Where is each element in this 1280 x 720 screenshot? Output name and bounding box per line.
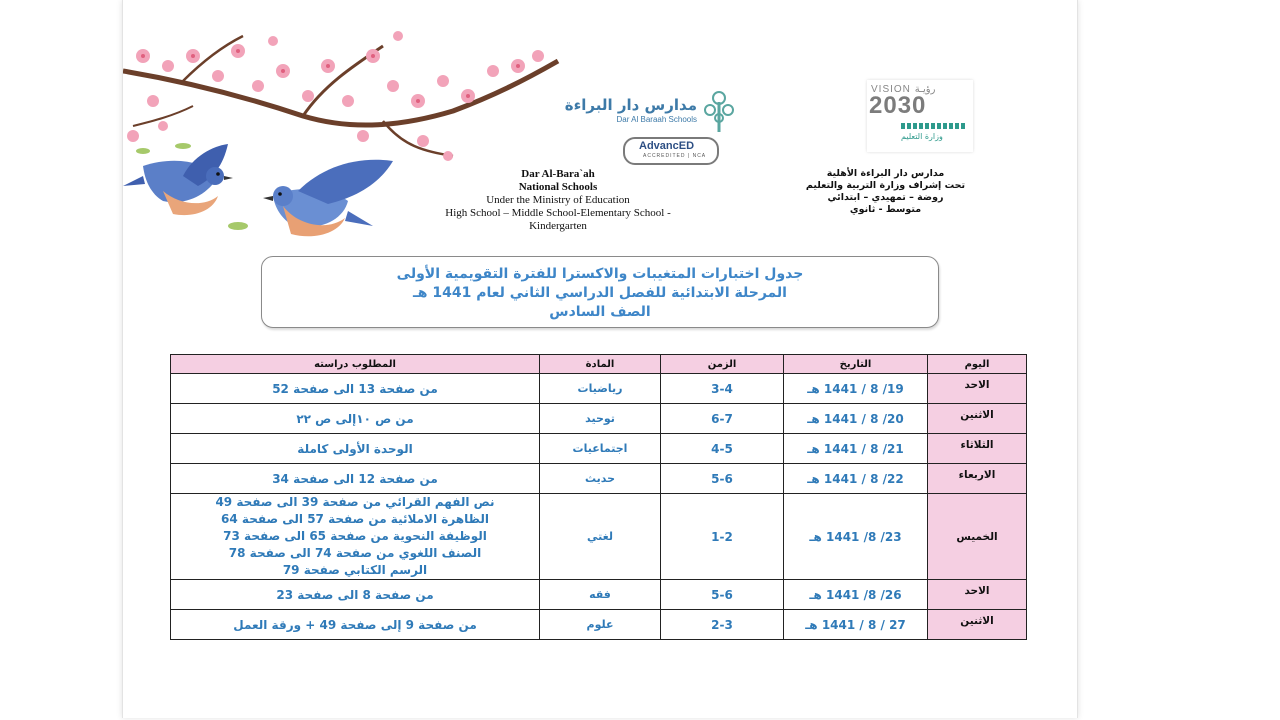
logo-school-name-en: Dar Al Baraah Schools xyxy=(616,115,697,124)
row-content: من صفحة 12 الى صفحة 34 xyxy=(171,464,540,494)
ar-line-1: مدارس دار البراءة الأهلية xyxy=(826,168,945,179)
accreditation-label: AdvancED xyxy=(639,140,695,152)
ar-line-3: روضة – تمهيدي – ابتدائي xyxy=(827,192,944,203)
header-day: اليوم xyxy=(928,355,1027,374)
tree-logo-icon xyxy=(701,88,737,132)
en-line-1: Dar Al-Bara`ah xyxy=(521,168,595,180)
school-logo xyxy=(564,88,739,132)
row-time: 3-4 xyxy=(661,374,784,404)
row-time: 2-3 xyxy=(661,610,784,640)
row-time: 1-2 xyxy=(661,494,784,580)
en-line-4: High School – Middle School-Elementary School - xyxy=(445,207,671,219)
row-subject: علوم xyxy=(540,610,661,640)
row-time: 6-7 xyxy=(661,404,784,434)
row-day: الاثنين xyxy=(928,610,1027,640)
content-line: الصنف اللغوي من صفحة 74 الى صفحة 78 xyxy=(228,546,482,560)
vision-2030-logo xyxy=(867,80,973,152)
header-subject: المادة xyxy=(540,355,661,374)
row-day: الثلاثاء xyxy=(928,434,1027,464)
content-line: الظاهرة الاملائية من صفحة 57 الى صفحة 64 xyxy=(221,512,489,526)
row-subject: فقه xyxy=(540,580,661,610)
table-header-row xyxy=(171,355,1027,374)
row-day: الاحد xyxy=(928,580,1027,610)
moe-emblem-icon xyxy=(901,120,967,132)
schedule-title-box xyxy=(261,256,939,328)
english-school-info xyxy=(423,168,693,233)
content-line: الوظيفة النحوية من صفحة 65 الى صفحة 73 xyxy=(223,529,487,543)
vision-label: VISION رؤيـة xyxy=(871,84,936,95)
row-date: 23/ 8/ 1441 هـ xyxy=(784,494,928,580)
title-line-3: الصف السادس xyxy=(549,304,651,320)
header-date: التاريخ xyxy=(784,355,928,374)
header-time: الزمن xyxy=(661,355,784,374)
row-subject: لغتي xyxy=(540,494,661,580)
arabic-school-info xyxy=(773,168,998,216)
row-day: الخميس xyxy=(928,494,1027,580)
row-content: من صفحة 8 الى صفحة 23 xyxy=(171,580,540,610)
document-page xyxy=(122,0,1078,718)
content-line: الرسم الكتابي صفحة 79 xyxy=(282,563,428,577)
row-date: 26/ 8/ 1441 هـ xyxy=(784,580,928,610)
accreditation-sub-label: ACCREDITED | NCA xyxy=(643,153,707,159)
en-line-5: Kindergarten xyxy=(529,220,587,232)
row-time: 5-6 xyxy=(661,464,784,494)
row-day: الاحد xyxy=(928,374,1027,404)
moe-label: وزارة التعليم xyxy=(901,132,943,141)
exam-schedule-table xyxy=(170,354,1027,640)
row-content: من صفحة 13 الى صفحة 52 xyxy=(171,374,540,404)
logo-school-name-ar: مدارس دار البراءة xyxy=(564,96,697,114)
row-time: 5-6 xyxy=(661,580,784,610)
ar-line-4: متوسط - ثانوي xyxy=(849,204,922,215)
row-subject: حديث xyxy=(540,464,661,494)
vision-year: 2030 xyxy=(869,92,927,119)
row-subject: رياضيات xyxy=(540,374,661,404)
table-row xyxy=(171,374,1027,404)
content-line: نص الفهم القرائي من صفحة 39 الى صفحة 49 xyxy=(215,495,495,509)
title-line-1: جدول اختبارات المتغيبات والاكسترا للفترة التقويمية الأولى xyxy=(396,266,804,282)
row-day: الاثنين xyxy=(928,404,1027,434)
row-content xyxy=(171,494,540,580)
row-subject: اجتماعيات xyxy=(540,434,661,464)
row-day: الاربعاء xyxy=(928,464,1027,494)
row-time: 4-5 xyxy=(661,434,784,464)
en-line-3: Under the Ministry of Education xyxy=(486,194,630,206)
row-date: 19/ 8 / 1441 هـ xyxy=(784,374,928,404)
title-line-2: المرحلة الابتدائية للفصل الدراسي الثاني لعام 1441 هـ xyxy=(413,285,787,301)
en-line-2: National Schools xyxy=(518,181,598,193)
ar-line-2: تحت إشراف وزارة التربية والتعليم xyxy=(805,180,966,191)
row-content: الوحدة الأولى كاملة xyxy=(171,434,540,464)
table-row xyxy=(171,464,1027,494)
advanced-accreditation-badge xyxy=(623,137,719,165)
header-content: المطلوب دراسته xyxy=(171,355,540,374)
table-row xyxy=(171,404,1027,434)
table-row xyxy=(171,610,1027,640)
table-row xyxy=(171,580,1027,610)
table-row xyxy=(171,494,1027,580)
row-date: 27 / 8 / 1441 هـ xyxy=(784,610,928,640)
row-content: من ص ١٠إلى ص ٢٢ xyxy=(171,404,540,434)
row-date: 22/ 8 / 1441 هـ xyxy=(784,464,928,494)
row-subject: توحيد xyxy=(540,404,661,434)
row-date: 21/ 8 / 1441 هـ xyxy=(784,434,928,464)
row-date: 20/ 8 / 1441 هـ xyxy=(784,404,928,434)
row-content: من صفحة 9 إلى صفحة 49 + ورقة العمل xyxy=(171,610,540,640)
table-row xyxy=(171,434,1027,464)
